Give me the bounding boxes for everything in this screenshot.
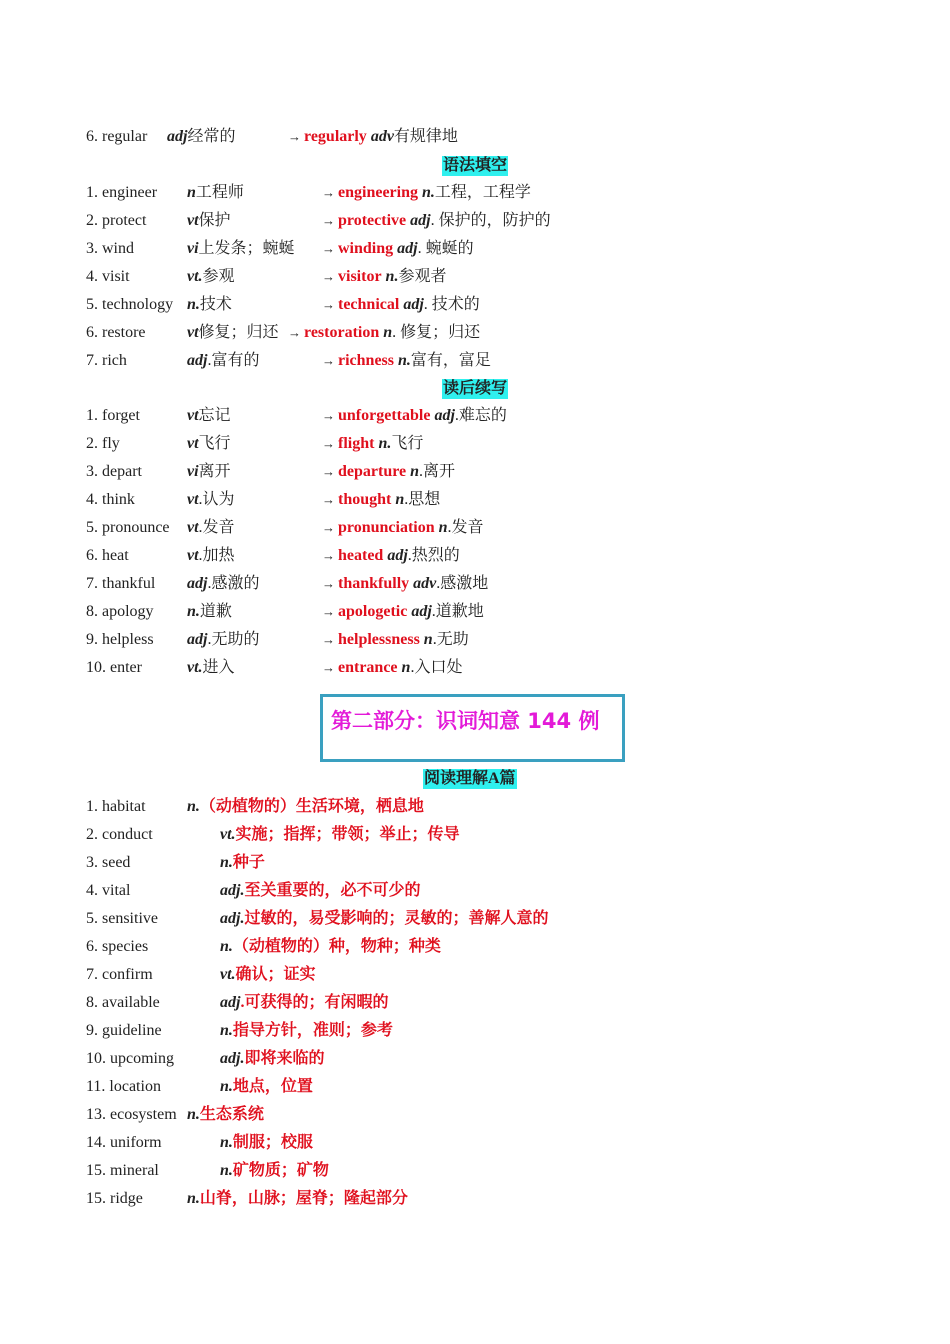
part-of-speech: vi离开 (187, 463, 231, 480)
word: 10. upcoming (86, 1050, 174, 1067)
derived-form: thankfully adv.感激地 (338, 575, 489, 592)
word: 9. helpless (86, 631, 154, 648)
part-of-speech: vt.加热 (187, 547, 235, 564)
word: 2. fly (86, 435, 120, 452)
part-of-speech: vi上发条；蜿蜒 (187, 240, 295, 257)
arrow-icon: → (322, 520, 335, 535)
word: 15. ridge (86, 1190, 143, 1207)
part-of-speech: adj.感激的 (187, 575, 260, 592)
definition: n.种子 (220, 854, 265, 871)
definition: vt.实施；指挥；带领；举止；传导 (220, 826, 460, 843)
arrow-icon: → (322, 213, 335, 228)
derived-form: pronunciation n.发音 (338, 519, 484, 536)
word: 4. vital (86, 882, 131, 899)
arrow-icon: → (322, 269, 335, 284)
arrow-icon: → (322, 492, 335, 507)
word: 6. heat (86, 547, 129, 564)
definition: n.生态系统 (187, 1106, 264, 1123)
definition: n.地点，位置 (220, 1078, 313, 1095)
part-of-speech: vt.认为 (187, 491, 235, 508)
word: 6. restore (86, 324, 146, 341)
word: 10. enter (86, 659, 142, 676)
part-of-speech: vt.参观 (187, 268, 235, 285)
arrow-icon: → (288, 129, 301, 144)
arrow-icon: → (322, 576, 335, 591)
word: 9. guideline (86, 1022, 162, 1039)
word: 2. protect (86, 212, 147, 229)
derived-form: heated adj.热烈的 (338, 547, 460, 564)
word: 1. forget (86, 407, 140, 424)
word: 5. technology (86, 296, 174, 313)
word: 11. location (86, 1078, 161, 1095)
arrow-icon: → (322, 297, 335, 312)
arrow-icon: → (322, 604, 335, 619)
definition: adj.可获得的；有闲暇的 (220, 994, 389, 1011)
derived-form: engineering n.工程，工程学 (338, 184, 531, 201)
arrow-icon: → (322, 408, 335, 423)
definition: vt.确认；证实 (220, 966, 316, 983)
derived-form: unforgettable adj.难忘的 (338, 407, 507, 424)
part-of-speech: n.道歉 (187, 603, 232, 620)
derived-form: winding adj. 蜿蜒的 (338, 240, 474, 257)
word: 1. habitat (86, 798, 146, 815)
word: 4. visit (86, 268, 130, 285)
derived-form: entrance n.入口处 (338, 659, 463, 676)
part-of-speech: n.技术 (187, 296, 232, 313)
word: 3. seed (86, 854, 131, 871)
derived-form: restoration n. 修复；归还 (304, 324, 481, 341)
derived-form: visitor n.参观者 (338, 268, 447, 285)
definition: n.（动植物的）生活环境，栖息地 (187, 798, 424, 815)
derived-form: helplessness n.无助 (338, 631, 469, 648)
derived-form: protective adj. 保护的，防护的 (338, 212, 551, 229)
part-of-speech: vt保护 (187, 212, 231, 229)
section-heading-grammar: 语法填空 (443, 157, 508, 174)
word: 13. ecosystem (86, 1106, 177, 1123)
section-heading-reading-a: 阅读理解A篇 (424, 770, 516, 787)
word: 15. mineral (86, 1162, 159, 1179)
derived-form: regularly adv有规律地 (304, 128, 458, 145)
part-of-speech: adj经常的 (167, 128, 236, 145)
word: 3. depart (86, 463, 142, 480)
word: 7. rich (86, 352, 127, 369)
word: 8. available (86, 994, 160, 1011)
word: 5. sensitive (86, 910, 158, 927)
part-two-title: 第二部分：识词知意 144 例 (331, 709, 600, 733)
word: 7. thankful (86, 575, 156, 592)
definition: n.（动植物的）种，物种；种类 (220, 938, 441, 955)
word: 7. confirm (86, 966, 153, 983)
arrow-icon: → (322, 464, 335, 479)
derived-form: thought n.思想 (338, 491, 441, 508)
part-of-speech: vt.发音 (187, 519, 235, 536)
derived-form: richness n.富有，富足 (338, 352, 491, 369)
word: 6. species (86, 938, 149, 955)
part-of-speech: vt忘记 (187, 407, 231, 424)
arrow-icon: → (322, 548, 335, 563)
derived-form: apologetic adj.道歉地 (338, 603, 484, 620)
derived-form: departure n.离开 (338, 463, 456, 480)
section-heading-continuation: 读后续写 (443, 380, 508, 397)
arrow-icon: → (288, 325, 301, 340)
part-of-speech: vt.进入 (187, 659, 235, 676)
derived-form: technical adj. 技术的 (338, 296, 480, 313)
part-of-speech: n工程师 (187, 184, 244, 201)
word: 6. regular (86, 128, 148, 145)
part-two-box (320, 694, 625, 762)
word: 1. engineer (86, 184, 158, 201)
part-of-speech: vt修复；归还 (187, 324, 279, 341)
definition: n.山脊，山脉；屋脊；隆起部分 (187, 1190, 408, 1207)
definition: n.制服；校服 (220, 1134, 313, 1151)
part-of-speech: adj.富有的 (187, 352, 260, 369)
word: 3. wind (86, 240, 134, 257)
derived-form: flight n.飞行 (338, 435, 424, 452)
part-of-speech: adj.无助的 (187, 631, 260, 648)
definition: adj.过敏的，易受影响的；灵敏的；善解人意的 (220, 910, 549, 927)
definition: n.指导方针，准则；参考 (220, 1022, 393, 1039)
arrow-icon: → (322, 353, 335, 368)
definition: n.矿物质；矿物 (220, 1162, 329, 1179)
word: 4. think (86, 491, 135, 508)
definition: adj.至关重要的，必不可少的 (220, 882, 421, 899)
word: 5. pronounce (86, 519, 170, 536)
definition: adj.即将来临的 (220, 1050, 325, 1067)
part-of-speech: vt飞行 (187, 435, 231, 452)
word: 2. conduct (86, 826, 153, 843)
word: 14. uniform (86, 1134, 162, 1151)
arrow-icon: → (322, 660, 335, 675)
arrow-icon: → (322, 185, 335, 200)
word: 8. apology (86, 603, 154, 620)
arrow-icon: → (322, 632, 335, 647)
arrow-icon: → (322, 241, 335, 256)
arrow-icon: → (322, 436, 335, 451)
